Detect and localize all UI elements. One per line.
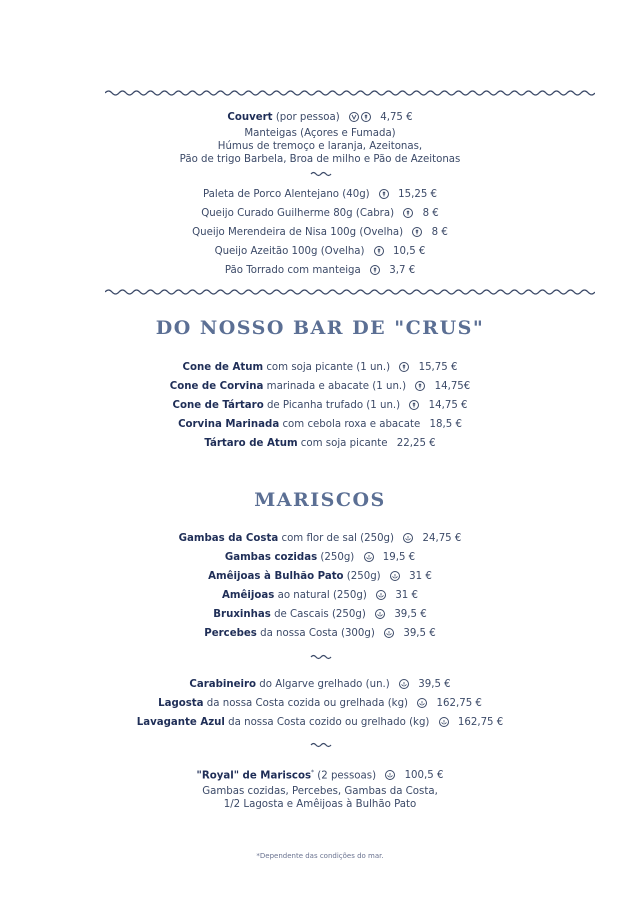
item-name: Cone de Corvina (169, 381, 264, 392)
mariscos-list-2 (0, 675, 640, 732)
item-price: 39,5 € (418, 679, 451, 690)
crus-list (0, 358, 640, 453)
item-name: Lavagante Azul (136, 717, 225, 728)
couvert-desc: (por pessoa) (275, 112, 340, 123)
item-price: 15,75 € (418, 362, 458, 373)
list-item (0, 567, 640, 586)
item-price: 39,5 € (403, 628, 436, 639)
shell-icon (399, 679, 409, 689)
shell-icon (375, 609, 385, 619)
wheat-icon (403, 208, 413, 218)
wave-divider-middle (105, 287, 595, 297)
item-name: "Royal" de Mariscos (196, 770, 312, 782)
item-price: 3,7 € (389, 265, 416, 276)
wave-divider-top (105, 88, 595, 98)
item-price: 39,5 € (394, 609, 427, 620)
item-name: Queijo Merendeira de Nisa 100g (Ovelha) (192, 227, 404, 238)
item-name: Amêijoas à Bulhão Pato (208, 571, 344, 582)
couvert-title-row (0, 108, 640, 127)
item-desc: (250g) (343, 571, 381, 582)
shell-icon (403, 533, 413, 543)
item-name: Queijo Azeitão 100g (Ovelha) (214, 246, 365, 257)
wheat-icon (399, 362, 409, 372)
wheat-icon (409, 400, 419, 410)
item-name: Cone de Tártaro (172, 400, 264, 411)
wheat-icon (361, 112, 371, 122)
item-desc: marinada e abacate (1 un.) (263, 381, 407, 392)
starters-list (0, 185, 640, 280)
list-item (0, 415, 640, 434)
shell-icon (390, 571, 400, 581)
wheat-icon (374, 246, 384, 256)
list-item (0, 242, 640, 261)
item-price: 8 € (431, 227, 448, 238)
list-item (0, 713, 640, 732)
couvert-line-1: Manteigas (Açores e Fumada) (244, 128, 396, 139)
item-name: Tártaro de Atum (204, 438, 298, 449)
item-desc: de Cascais (250g) (270, 609, 366, 620)
item-desc: ao natural (250g) (274, 590, 367, 601)
item-name: Paleta de Porco Alentejano (40g) (202, 189, 370, 200)
list-item (0, 605, 640, 624)
list-item (0, 358, 640, 377)
item-name: Corvina Marinada (178, 419, 280, 430)
item-desc: com flor de sal (250g) (278, 533, 394, 544)
list-item (0, 694, 640, 713)
item-price: 10,5 € (393, 246, 426, 257)
couvert-line-2: Húmus de tremoço e laranja, Azeitonas, (217, 141, 423, 152)
royal-mariscos-block (0, 763, 640, 811)
list-item (0, 204, 640, 223)
item-price: 15,25 € (398, 189, 438, 200)
item-desc: do Algarve grelhado (un.) (256, 679, 390, 690)
list-item (0, 396, 640, 415)
couvert-name: Couvert (227, 112, 273, 123)
item-name: Queijo Curado Guilherme 80g (Cabra) (201, 208, 395, 219)
section-heading-mariscos: MARISCOS (254, 489, 386, 511)
item-price: 18,5 € (429, 419, 462, 430)
item-desc: de Picanha trufado (1 un.) (263, 400, 401, 411)
squiggle-divider (310, 741, 332, 749)
item-price: 22,25 € (396, 438, 436, 449)
list-item (0, 675, 640, 694)
item-name: Bruxinhas (213, 609, 271, 620)
item-desc: (250g) (317, 552, 355, 563)
couvert-block (0, 108, 640, 166)
item-name: Gambas da Costa (178, 533, 279, 544)
footnote-marker: * (311, 769, 315, 776)
item-name: Carabineiro (189, 679, 257, 690)
list-item (0, 185, 640, 204)
wheat-icon (412, 227, 422, 237)
mariscos-list-1 (0, 529, 640, 643)
couvert-line-3: Pão de trigo Barbela, Broa de milho e Pão de Azeitonas (179, 154, 461, 165)
item-name: Cone de Atum (182, 362, 264, 373)
couvert-price: 4,75 € (380, 112, 413, 123)
shell-icon (376, 590, 386, 600)
wheat-icon (415, 381, 425, 391)
item-desc: com cebola roxa e abacate (279, 419, 421, 430)
shell-icon (384, 628, 394, 638)
item-price: 31 € (409, 571, 432, 582)
item-desc: da nossa Costa cozido ou grelhado (kg) (224, 717, 430, 728)
list-item (0, 529, 640, 548)
shell-icon (364, 552, 374, 562)
squiggle-divider (310, 170, 332, 178)
item-name: Gambas cozidas (224, 552, 318, 563)
item-name: Amêijoas (222, 590, 275, 601)
list-item (0, 434, 640, 453)
item-desc: da nossa Costa (300g) (256, 628, 375, 639)
item-desc: (2 pessoas) (314, 770, 377, 782)
list-item (0, 261, 640, 280)
list-item (0, 548, 640, 567)
item-price: 100,5 € (404, 770, 444, 782)
section-heading-crus: DO NOSSO BAR DE "CRUS" (155, 317, 485, 339)
item-desc: com soja picante (297, 438, 388, 449)
vegetarian-v-icon (349, 112, 359, 122)
royal-desc-line-1: Gambas cozidas, Percebes, Gambas da Costa, (202, 786, 438, 798)
item-price: 162,75 € (436, 698, 482, 709)
item-price: 31 € (395, 590, 418, 601)
list-item (0, 624, 640, 643)
item-price: 8 € (422, 208, 439, 219)
list-item (0, 763, 640, 785)
item-price: 19,5 € (382, 552, 416, 563)
item-price: 24,75 € (422, 533, 462, 544)
item-price: 162,75 € (457, 717, 504, 728)
list-item (0, 586, 640, 605)
wheat-icon (379, 189, 389, 199)
squiggle-divider (310, 653, 332, 661)
footnote: *Dependente das condições do mar. (256, 852, 384, 860)
item-name: Pão Torrado com manteiga (224, 265, 361, 276)
wheat-icon (370, 265, 380, 275)
item-desc: da nossa Costa cozida ou grelhada (kg) (203, 698, 409, 709)
shell-icon (439, 717, 449, 727)
item-price: 14,75 € (428, 400, 468, 411)
list-item (0, 223, 640, 242)
shell-icon (385, 770, 395, 780)
royal-desc-line-2: 1/2 Lagosta e Amêijoas à Bulhão Pato (223, 799, 417, 811)
item-name: Lagosta (158, 698, 204, 709)
list-item (0, 377, 640, 396)
item-price: 14,75€ (434, 381, 471, 392)
item-desc: com soja picante (1 un.) (263, 362, 391, 373)
shell-icon (417, 698, 427, 708)
item-name: Percebes (204, 628, 257, 639)
